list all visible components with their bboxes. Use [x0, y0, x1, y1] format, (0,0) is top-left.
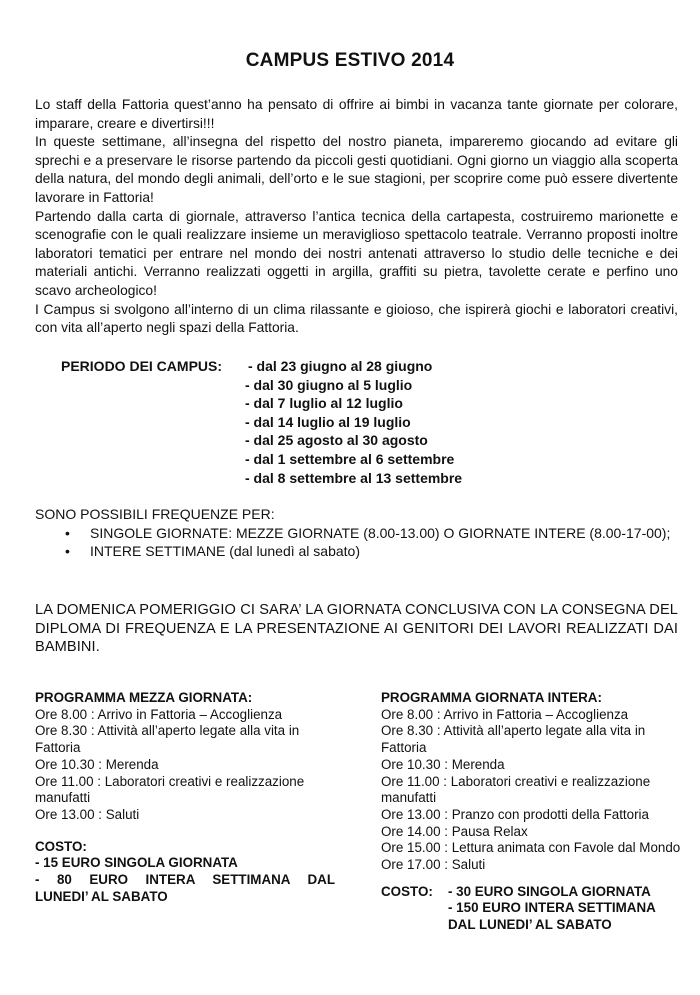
- periods-label: PERIODO DEI CAMPUS:: [61, 358, 223, 374]
- half-day-schedule: [35, 707, 335, 824]
- schedule-item: Ore 8.30 : Attività all’aperto legate alla vita in Fattoria: [35, 723, 300, 756]
- frequency-heading: SONO POSSIBILI FREQUENZE PER:: [35, 506, 275, 522]
- bullet-icon: •: [65, 543, 70, 560]
- full-day-program: [381, 690, 681, 944]
- period-item: - dal 14 luglio al 19 luglio: [245, 413, 411, 430]
- half-day-heading: PROGRAMMA MEZZA GIORNATA:: [35, 690, 253, 705]
- cost-line: LUNEDI’ AL SABATO: [35, 888, 168, 904]
- intro-paragraph: Lo staff della Fattoria quest’anno ha pensato di offrire ai bimbi in vacanza tante giornate per colorare, imparare, creare e divertirsi!!!: [35, 97, 678, 131]
- schedule-item: Ore 10.30 : Merenda: [35, 756, 159, 772]
- bullet-icon: •: [65, 524, 70, 541]
- schedule-item: Ore 8.00 : Arrivo in Fattoria – Accoglienza: [35, 706, 283, 722]
- frequency-item-text: SINGOLE GIORNATE: MEZZE GIORNATE (8.00-13.00) O GIORNATE INTERE (8.00-17-00);: [90, 524, 671, 541]
- period-item: - dal 23 giugno al 28 giugno: [248, 358, 433, 374]
- schedule-item: Ore 14.00 : Pausa Relax: [381, 823, 528, 839]
- intro-paragraph: In queste settimane, all’insegna del rispetto del nostro pianeta, impareremo giocando ad evitare gli sprechi e a preservare le risorse partendo da piccoli gesti quotidiani. Ogni giorno un viaggio alla scoperta della natura, del mondo degli animali, dell’orto e le sue stagioni, per scoprire come può essere divertente lavorare in Fattoria!: [35, 134, 678, 205]
- full-day-schedule: [381, 707, 681, 874]
- full-day-cost: [381, 884, 681, 944]
- cost-line: - 80 EURO INTERA SETTIMANA DAL: [35, 872, 335, 888]
- schedule-item: Ore 11.00 : Laboratori creativi e realizzazione manufatti: [381, 773, 651, 806]
- cost-line: - 150 EURO INTERA SETTIMANA: [448, 900, 656, 916]
- schedule-item: Ore 8.30 : Attività all’aperto legate alla vita in Fattoria: [381, 723, 646, 756]
- schedule-item: Ore 8.00 : Arrivo in Fattoria – Accoglienza: [381, 706, 629, 722]
- intro-paragraph: I Campus si svolgono all’interno di un clima rilassante e gioioso, che ispirerà giochi e laboratori creativi, con vita all’aperto negli spazi della Fattoria.: [35, 301, 678, 336]
- periods-list: [245, 376, 462, 488]
- sunday-notice: LA DOMENICA POMERIGGIO CI SARA’ LA GIORNATA CONCLUSIVA CON LA CONSEGNA DEL DIPLOMA DI FREQUENZA E LA PRESENTAZIONE AI GENITORI DEI LAVORI REALIZZATI DAI BAMBINI.: [35, 602, 678, 656]
- cost-label: COSTO:: [35, 838, 87, 854]
- frequency-list: [35, 524, 678, 561]
- period-item: - dal 30 giugno al 5 luglio: [245, 376, 413, 393]
- cost-label: COSTO:: [381, 883, 433, 899]
- schedule-item: Ore 13.00 : Pranzo con prodotti della Fattoria: [381, 806, 649, 822]
- schedule-item: Ore 10.30 : Merenda: [381, 756, 505, 772]
- cost-line: - 30 EURO SINGOLA GIORNATA: [448, 883, 651, 899]
- period-item: - dal 7 luglio al 12 luglio: [245, 395, 403, 412]
- intro-paragraph: Partendo dalla carta di giornale, attraverso l’antica tecnica della cartapesta, costruiremo marionette e scenografie con le quali realizzare insieme un meraviglioso spettacolo teatrale. Verranno proposti inoltre laboratori tematici per entrare nel mondo dei nostri antenati attraverso lo studio delle tecniche e dei materiali antichi. Verranno realizzati oggetti in argilla, graffiti su pietra, tavolette cerate e perfino uno scavo archeologico!: [35, 208, 678, 298]
- half-day-program: [35, 690, 335, 905]
- page-title: CAMPUS ESTIVO 2014: [245, 50, 455, 71]
- full-day-heading: PROGRAMMA GIORNATA INTERA:: [381, 690, 602, 705]
- schedule-item: Ore 11.00 : Laboratori creativi e realizzazione manufatti: [35, 773, 305, 806]
- period-item: - dal 8 settembre al 13 settembre: [245, 469, 463, 486]
- frequency-item: [35, 524, 678, 543]
- half-day-cost: [35, 839, 335, 906]
- period-item: - dal 1 settembre al 6 settembre: [245, 450, 455, 467]
- cost-line: DAL LUNEDI’ AL SABATO: [448, 917, 612, 933]
- frequency-item: [35, 542, 678, 561]
- schedule-item: Ore 15.00 : Lettura animata con Favole dal Mondo: [381, 840, 681, 856]
- cost-lines: [448, 884, 656, 934]
- frequency-item-text: INTERE SETTIMANE (dal lunedì al sabato): [90, 543, 360, 560]
- cost-line: - 15 EURO SINGOLA GIORNATA: [35, 855, 238, 871]
- schedule-item: Ore 13.00 : Saluti: [35, 806, 140, 822]
- period-item: - dal 25 agosto al 30 agosto: [245, 432, 428, 449]
- frequency-section: [35, 505, 678, 561]
- schedule-item: Ore 17.00 : Saluti: [381, 857, 486, 873]
- intro-text: [35, 96, 678, 338]
